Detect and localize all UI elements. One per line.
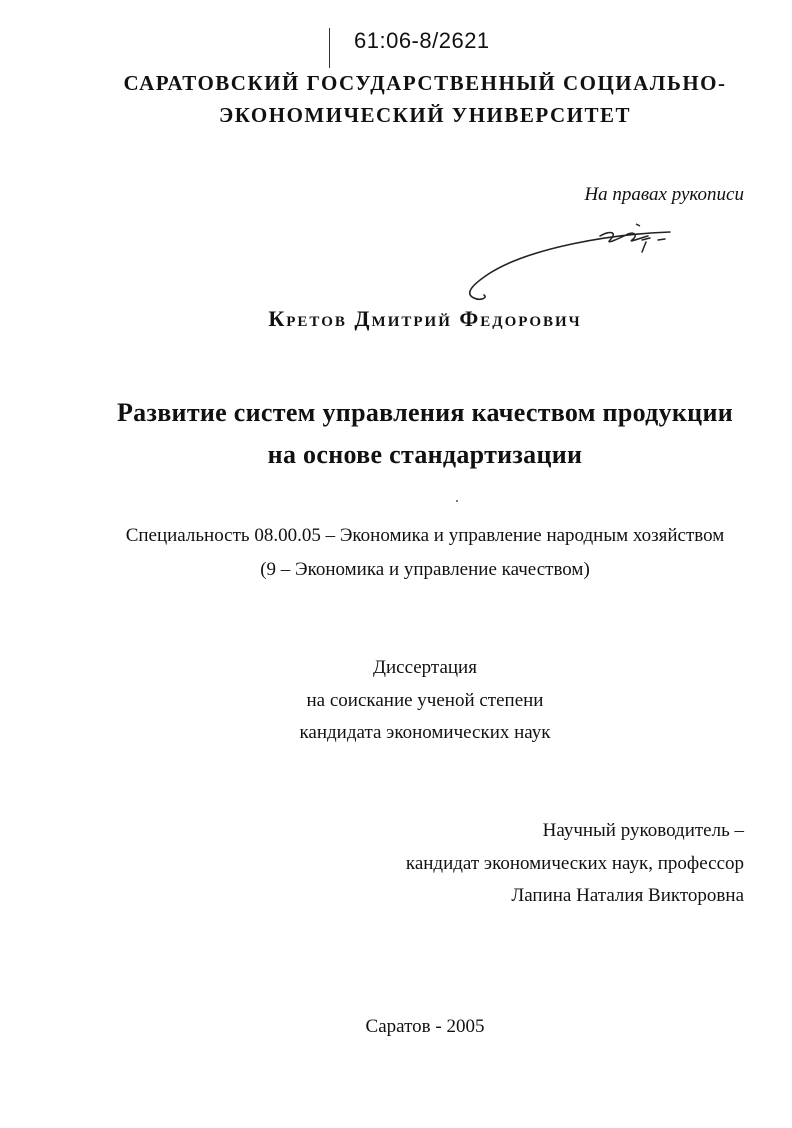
supervisor-name: Лапина Наталия Викторовна (511, 885, 744, 906)
stamp-divider (329, 28, 330, 68)
dissertation-title-line-2: на основе стандартизации (267, 440, 583, 469)
author-name: Кретов Дмитрий Федорович (268, 306, 582, 331)
supervisor-degree: кандидат экономических наук, профессор (405, 853, 744, 874)
specialty-line-1: Специальность 08.00.05 – Экономика и управление народным хозяйством (125, 525, 725, 546)
degree-name: кандидата экономических наук (299, 722, 551, 743)
supervisor-label: Научный руководитель – (542, 820, 744, 841)
scan-speck (456, 500, 458, 502)
manuscript-rights-note: На правах рукописи (584, 184, 744, 205)
catalog-number: 61:06-8/2621 (354, 28, 490, 53)
specialty-line-2: (9 – Экономика и управление качеством) (260, 559, 590, 580)
degree-purpose: на соискание ученой степени (306, 690, 544, 711)
dissertation-title-line-1: Развитие систем управления качеством продукции (116, 398, 734, 427)
university-name-line-2: ЭКОНОМИЧЕСКИЙ УНИВЕРСИТЕТ (218, 103, 632, 127)
author-signature (460, 218, 690, 303)
city-year: Саратов - 2005 (365, 1016, 485, 1037)
university-name-line-1: САРАТОВСКИЙ ГОСУДАРСТВЕННЫЙ СОЦИАЛЬНО- (123, 71, 727, 95)
dissertation-label: Диссертация (373, 657, 477, 678)
